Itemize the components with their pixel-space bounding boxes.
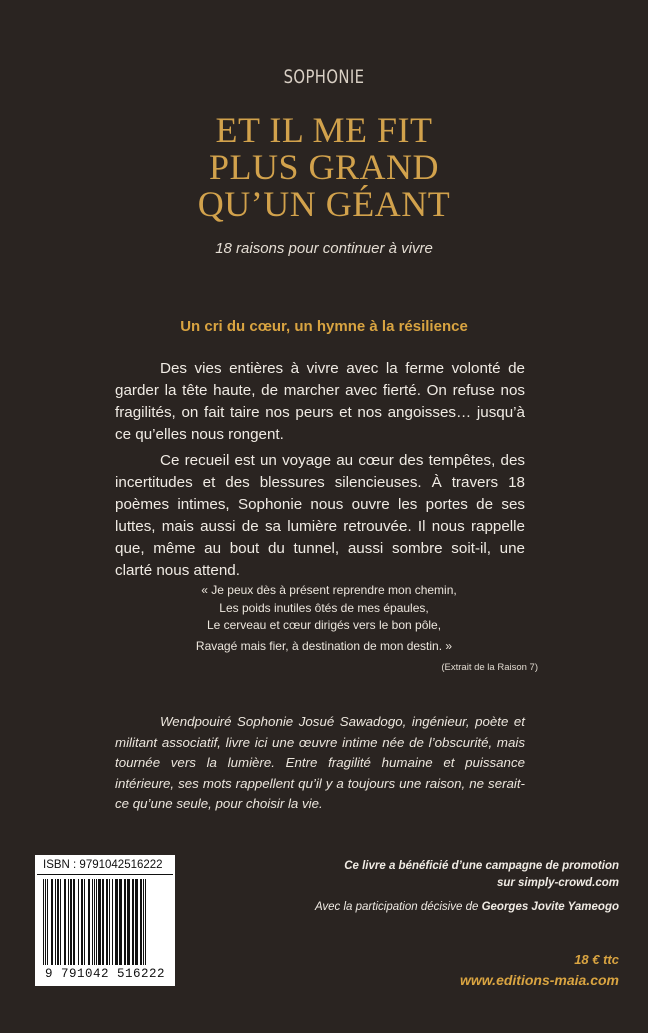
blurb-paragraph-2: Ce recueil est un voyage au cœur des tempêtes, des incertitudes et des blessures silencieuses. À travers 18 poèmes intimes, Sophonie nous ouvre les portes de ses luttes, mais aussi de sa lumière retrouvée. Il nous rappelle que, même au bout du tunnel, aussi sombre soit-il, une clarté nous attend. [115,452,525,579]
quote-line-2: Les poids inutiles ôtés de mes épaules, [219,600,429,615]
promo-line-2: sur simply-crowd.com [496,877,619,889]
barcode-bar [109,879,110,965]
barcode-bar [81,879,83,965]
isbn-label: ISBN : 9791042516222 [37,855,173,875]
barcode-bar [84,879,85,965]
title-line-3: QU’UN GÉANT [197,184,451,224]
barcode-bar [112,879,113,965]
poem-excerpt [0,582,648,655]
barcode-bar [115,879,118,965]
barcode-bar [45,879,46,965]
publisher-website[interactable]: www.editions-maia.com [460,972,619,988]
barcode-bar [140,879,142,965]
barcode-digits: 9 791042 516222 [44,967,166,981]
barcode-bar [145,879,146,965]
author-name: SOPHONIE [283,66,365,88]
barcode-bars [41,879,169,965]
barcode-bar [47,879,48,965]
barcode-bar [127,879,130,965]
author-bio [115,712,525,815]
barcode-bar [135,879,138,965]
promo-notice [344,858,619,892]
barcode-bar [70,879,72,965]
promo-line-1: Ce livre a bénéficié d’une campagne de promotion [344,860,619,872]
partner-name: Georges Jovite Yameogo [481,901,619,913]
blurb-paragraph-1: Des vies entières à vivre avec la ferme volonté de garder la tête haute, de marcher avec fierté. On refuse nos fragilités, on fait taire nos peurs et nos angoisses… jusqu’à ce qu’elles nous rongent. [115,360,525,443]
barcode-bar [73,879,75,965]
barcode-bar [98,879,101,965]
barcode-bar [68,879,69,965]
barcode-bar [55,879,56,965]
quote-line-3: Le cerveau et cœur dirigés vers le bon pôle, [206,618,442,632]
quote-source: (Extrait de la Raison 7) [441,662,538,673]
book-subtitle: 18 raisons pour continuer à vivre [215,240,433,257]
barcode-bar [43,879,44,965]
barcode-bar [143,879,144,965]
author-bio-text: Wendpouiré Sophonie Josué Sawadogo, ingénieur, poète et militant associatif, livre ici une œuvre intime née de l’obscurité, mais tournée vers la lumière. Entre fragilité humaine et puissance intérieure, ses mots rappellent qu’il y a toujours une raison, ne serait-ce qu’une seule, pour choisir la vie. [115,714,525,811]
barcode-bar [78,879,79,965]
barcode-bar [106,879,108,965]
barcode-bar [64,879,66,965]
blurb [115,358,525,586]
quote-line-1: « Je peux dès à présent reprendre mon chemin, [201,583,457,597]
barcode-bar [96,879,97,965]
title-line-1: ET IL ME FIT [215,110,433,150]
barcode-bar [60,879,61,965]
barcode-bar [132,879,134,965]
partner-prefix: Avec la participation décisive de [314,901,479,913]
partner-credit [315,901,619,913]
barcode-bar [57,879,59,965]
barcode-bar [94,879,95,965]
book-title [0,112,648,223]
barcode-bar [124,879,126,965]
barcode-bar [51,879,53,965]
barcode-bar [119,879,122,965]
title-line-2: PLUS GRAND [208,147,440,187]
price: 18 € ttc [574,952,619,967]
isbn-barcode [35,855,175,986]
tagline: Un cri du cœur, un hymne à la résilience [180,318,468,335]
quote-line-4: Ravagé mais fier, à destination de mon destin. » [195,638,453,653]
barcode-bar [88,879,90,965]
barcode-bar [92,879,93,965]
barcode-bar [102,879,104,965]
